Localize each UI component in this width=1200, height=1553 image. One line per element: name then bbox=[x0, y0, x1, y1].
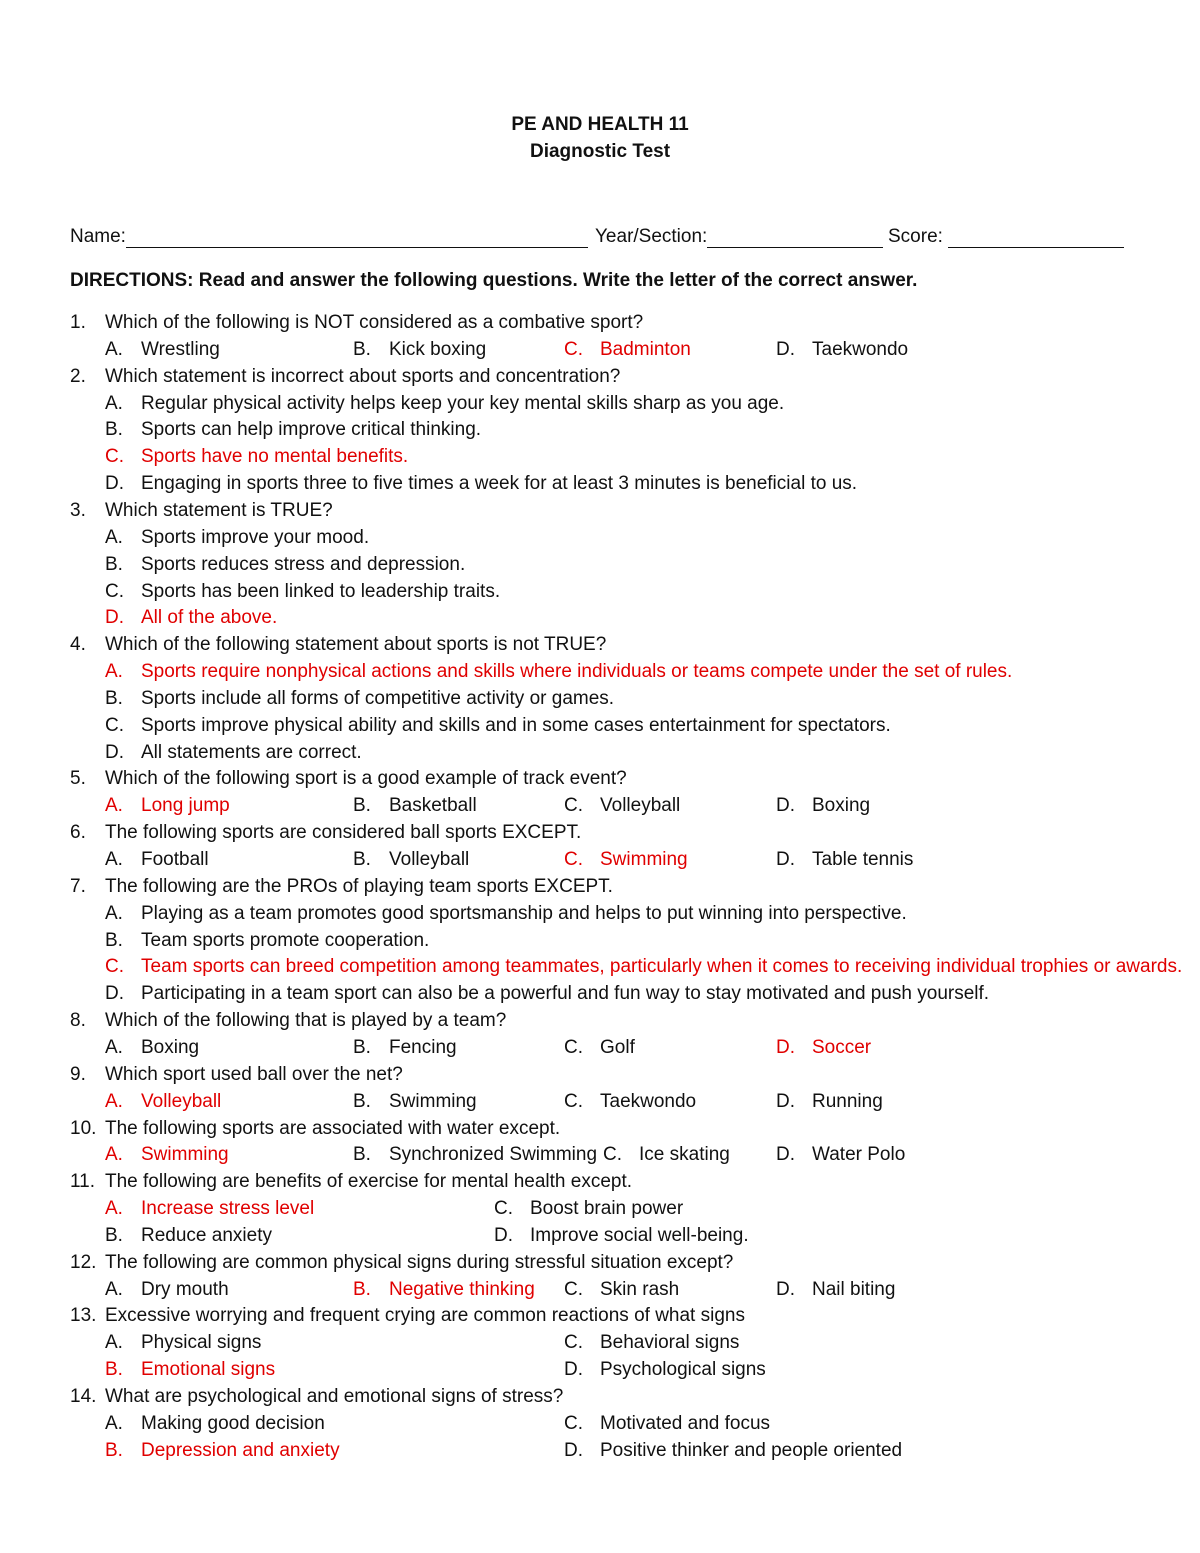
option-text: Volleyball bbox=[141, 1090, 222, 1112]
question-number: 6. bbox=[70, 822, 86, 844]
option-letter: A. bbox=[105, 338, 123, 360]
option-letter: B. bbox=[353, 1090, 371, 1112]
option-letter: B. bbox=[105, 1224, 123, 1246]
option-text: Swimming bbox=[389, 1090, 477, 1112]
section-blank[interactable] bbox=[707, 229, 883, 248]
option-text: Table tennis bbox=[812, 849, 914, 870]
option-text: Synchronized Swimming bbox=[389, 1144, 598, 1166]
question-text: Which statement is incorrect about sports and concentration? bbox=[105, 365, 621, 387]
option-text: Improve social well-being. bbox=[530, 1224, 749, 1246]
option-text: All statements are correct. bbox=[141, 741, 362, 763]
option-letter: D. bbox=[776, 338, 795, 360]
option-letter: B. bbox=[353, 1144, 371, 1166]
option-text: Dry mouth bbox=[141, 1278, 229, 1300]
question-text: The following are benefits of exercise for mental health except. bbox=[105, 1171, 633, 1193]
question-text: The following are common physical signs during stressful situation except? bbox=[105, 1251, 734, 1273]
section-field[interactable] bbox=[595, 226, 883, 248]
option-text: Wrestling bbox=[141, 338, 220, 360]
question-number: 11. bbox=[70, 1171, 96, 1193]
student-info-row bbox=[70, 226, 1130, 252]
option-text: Golf bbox=[600, 1036, 635, 1058]
option-letter: D. bbox=[776, 1144, 795, 1166]
question-text: Which sport used ball over the net? bbox=[105, 1063, 403, 1085]
option-text: Water Polo bbox=[812, 1144, 906, 1166]
option-text: Psychological signs bbox=[600, 1359, 766, 1381]
option-text: Team sports promote cooperation. bbox=[141, 929, 430, 951]
option-text: Engaging in sports three to five times a week for at least 3 minutes is beneficial to us. bbox=[141, 473, 858, 495]
option-text: Depression and anxiety bbox=[141, 1439, 340, 1461]
option-text: Negative thinking bbox=[389, 1278, 535, 1300]
question-number: 13. bbox=[70, 1305, 97, 1327]
option-text: Fencing bbox=[389, 1036, 457, 1058]
question-text: The following are the PROs of playing team sports EXCEPT. bbox=[105, 875, 613, 897]
option-letter: B. bbox=[353, 1036, 371, 1058]
question-number: 7. bbox=[70, 875, 86, 897]
option-text: Sports improve physical ability and skills and in some cases entertainment for spectators. bbox=[141, 714, 891, 736]
option-letter: A. bbox=[105, 392, 123, 414]
option-text: Physical signs bbox=[141, 1332, 262, 1354]
option-letter: C. bbox=[564, 1090, 583, 1112]
question-text: Which statement is TRUE? bbox=[105, 499, 333, 521]
option-letter: A. bbox=[105, 1198, 123, 1220]
option-text: Emotional signs bbox=[141, 1359, 276, 1381]
name-blank[interactable] bbox=[126, 229, 588, 248]
option-text: Sports include all forms of competitive activity or games. bbox=[141, 687, 615, 709]
option-text: Sports have no mental benefits. bbox=[141, 446, 409, 468]
option-letter: A. bbox=[105, 1412, 123, 1434]
question-number: 12. bbox=[70, 1251, 97, 1273]
option-letter: C. bbox=[564, 1278, 583, 1300]
option-letter: D. bbox=[776, 795, 795, 817]
option-text: Taekwondo bbox=[600, 1090, 697, 1112]
option-letter: C. bbox=[105, 446, 124, 468]
option-letter: B. bbox=[105, 1359, 123, 1381]
question-number: 14. bbox=[70, 1386, 97, 1407]
option-text: Sports improve your mood. bbox=[141, 526, 370, 548]
option-text: Soccer bbox=[812, 1036, 872, 1058]
option-text: Boost brain power bbox=[530, 1198, 684, 1220]
option-letter: C. bbox=[564, 338, 583, 360]
option-text: Boxing bbox=[141, 1036, 200, 1058]
option-text: Skin rash bbox=[600, 1278, 680, 1300]
option-letter: A. bbox=[105, 1332, 123, 1354]
option-letter: D. bbox=[776, 1090, 795, 1112]
option-text: Boxing bbox=[812, 795, 871, 817]
option-text: Increase stress level bbox=[141, 1198, 315, 1220]
option-letter: B. bbox=[105, 419, 123, 441]
option-text: Badminton bbox=[600, 338, 691, 360]
option-text: Participating in a team sport can also be a powerful and fun way to stay motivated and push yourself. bbox=[141, 983, 990, 1005]
question-number: 9. bbox=[70, 1063, 86, 1085]
section-label: Year/Section: bbox=[595, 226, 708, 247]
option-letter: C. bbox=[105, 956, 124, 978]
question-text: What are psychological and emotional signs of stress? bbox=[105, 1386, 564, 1407]
option-letter: B. bbox=[353, 1278, 371, 1300]
option-letter: D. bbox=[105, 607, 124, 629]
option-text: Swimming bbox=[141, 1144, 229, 1166]
option-letter: A. bbox=[105, 849, 123, 870]
option-letter: D. bbox=[776, 1278, 795, 1300]
option-text: Taekwondo bbox=[812, 338, 909, 360]
option-text: Nail biting bbox=[812, 1278, 896, 1300]
option-text: Behavioral signs bbox=[600, 1332, 740, 1354]
option-letter: A. bbox=[105, 526, 123, 548]
option-text: Sports has been linked to leadership traits. bbox=[141, 580, 501, 602]
option-text: Ice skating bbox=[639, 1144, 730, 1166]
option-letter: B. bbox=[105, 687, 123, 709]
option-text: Motivated and focus bbox=[600, 1412, 771, 1434]
option-letter: C. bbox=[603, 1144, 622, 1166]
option-text: Football bbox=[141, 849, 209, 870]
option-letter: C. bbox=[105, 714, 124, 736]
option-letter: B. bbox=[105, 553, 123, 575]
option-letter: C. bbox=[494, 1198, 513, 1220]
question-number: 2. bbox=[70, 365, 86, 387]
option-text: Volleyball bbox=[389, 849, 470, 870]
option-letter: D. bbox=[776, 849, 795, 870]
option-letter: A. bbox=[105, 795, 123, 817]
option-letter: B. bbox=[353, 338, 371, 360]
option-letter: D. bbox=[776, 1036, 795, 1058]
option-text: Kick boxing bbox=[389, 338, 487, 360]
directions: DIRECTIONS: Read and answer the following questions. Write the letter of the correct answer. bbox=[70, 270, 918, 291]
question-text: Which of the following that is played by a team? bbox=[105, 1010, 507, 1032]
option-text: Playing as a team promotes good sportsmanship and helps to put winning into perspective. bbox=[141, 902, 907, 924]
score-label: Score: bbox=[888, 226, 943, 247]
name-field[interactable] bbox=[70, 226, 588, 248]
option-text: Volleyball bbox=[600, 795, 681, 817]
question-number: 4. bbox=[70, 634, 86, 656]
question-text: Which of the following sport is a good example of track event? bbox=[105, 768, 627, 790]
option-letter: C. bbox=[564, 1332, 583, 1354]
option-letter: B. bbox=[105, 929, 123, 951]
option-letter: B. bbox=[353, 795, 371, 817]
option-letter: B. bbox=[105, 1439, 123, 1461]
option-letter: D. bbox=[105, 983, 124, 1005]
page-title: PE AND HEALTH 11 bbox=[511, 114, 689, 135]
option-text: Basketball bbox=[389, 795, 477, 817]
option-letter: A. bbox=[105, 1090, 123, 1112]
option-letter: D. bbox=[105, 473, 124, 495]
option-text: Team sports can breed competition among teammates, particularly when it comes to receiving individual trophies or awards. bbox=[141, 956, 1183, 978]
question-text: Which of the following is NOT considered as a combative sport? bbox=[105, 312, 644, 333]
option-letter: C. bbox=[105, 580, 124, 602]
question-text: Excessive worrying and frequent crying are common reactions of what signs bbox=[105, 1305, 745, 1327]
option-text: Swimming bbox=[600, 849, 688, 870]
option-letter: C. bbox=[564, 1036, 583, 1058]
option-letter: A. bbox=[105, 1278, 123, 1300]
option-letter: A. bbox=[105, 902, 123, 924]
option-letter: D. bbox=[494, 1224, 513, 1246]
option-letter: A. bbox=[105, 1144, 123, 1166]
option-text: Sports can help improve critical thinking. bbox=[141, 419, 482, 441]
option-letter: D. bbox=[105, 741, 124, 763]
option-text: Running bbox=[812, 1090, 883, 1112]
option-text: Sports require nonphysical actions and skills where individuals or teams compete under the set of rules. bbox=[141, 661, 1013, 683]
option-letter: A. bbox=[105, 661, 123, 683]
option-text: Reduce anxiety bbox=[141, 1224, 272, 1246]
name-label: Name: bbox=[70, 226, 126, 247]
question-number: 1. bbox=[70, 312, 86, 333]
question-number: 10. bbox=[70, 1117, 97, 1139]
option-text: Long jump bbox=[141, 795, 230, 817]
option-letter: A. bbox=[105, 1036, 123, 1058]
question-number: 3. bbox=[70, 499, 86, 521]
score-field[interactable] bbox=[888, 226, 1124, 248]
option-letter: B. bbox=[353, 849, 371, 870]
option-text: Making good decision bbox=[141, 1412, 325, 1434]
option-text: Sports reduces stress and depression. bbox=[141, 553, 466, 575]
option-text: Positive thinker and people oriented bbox=[600, 1439, 903, 1461]
score-blank[interactable] bbox=[948, 229, 1124, 248]
option-letter: D. bbox=[564, 1439, 583, 1461]
option-text: Regular physical activity helps keep your key mental skills sharp as you age. bbox=[141, 392, 785, 414]
question-number: 8. bbox=[70, 1010, 86, 1032]
option-letter: D. bbox=[564, 1359, 583, 1381]
page-subtitle: Diagnostic Test bbox=[529, 141, 671, 162]
option-letter: C. bbox=[564, 795, 583, 817]
option-letter: C. bbox=[564, 1412, 583, 1434]
option-text: All of the above. bbox=[141, 607, 278, 629]
option-letter: C. bbox=[564, 849, 583, 870]
question-text: The following sports are associated with water except. bbox=[105, 1117, 561, 1139]
question-text: Which of the following statement about sports is not TRUE? bbox=[105, 634, 607, 656]
question-number: 5. bbox=[70, 768, 86, 790]
question-text: The following sports are considered ball sports EXCEPT. bbox=[105, 822, 582, 844]
